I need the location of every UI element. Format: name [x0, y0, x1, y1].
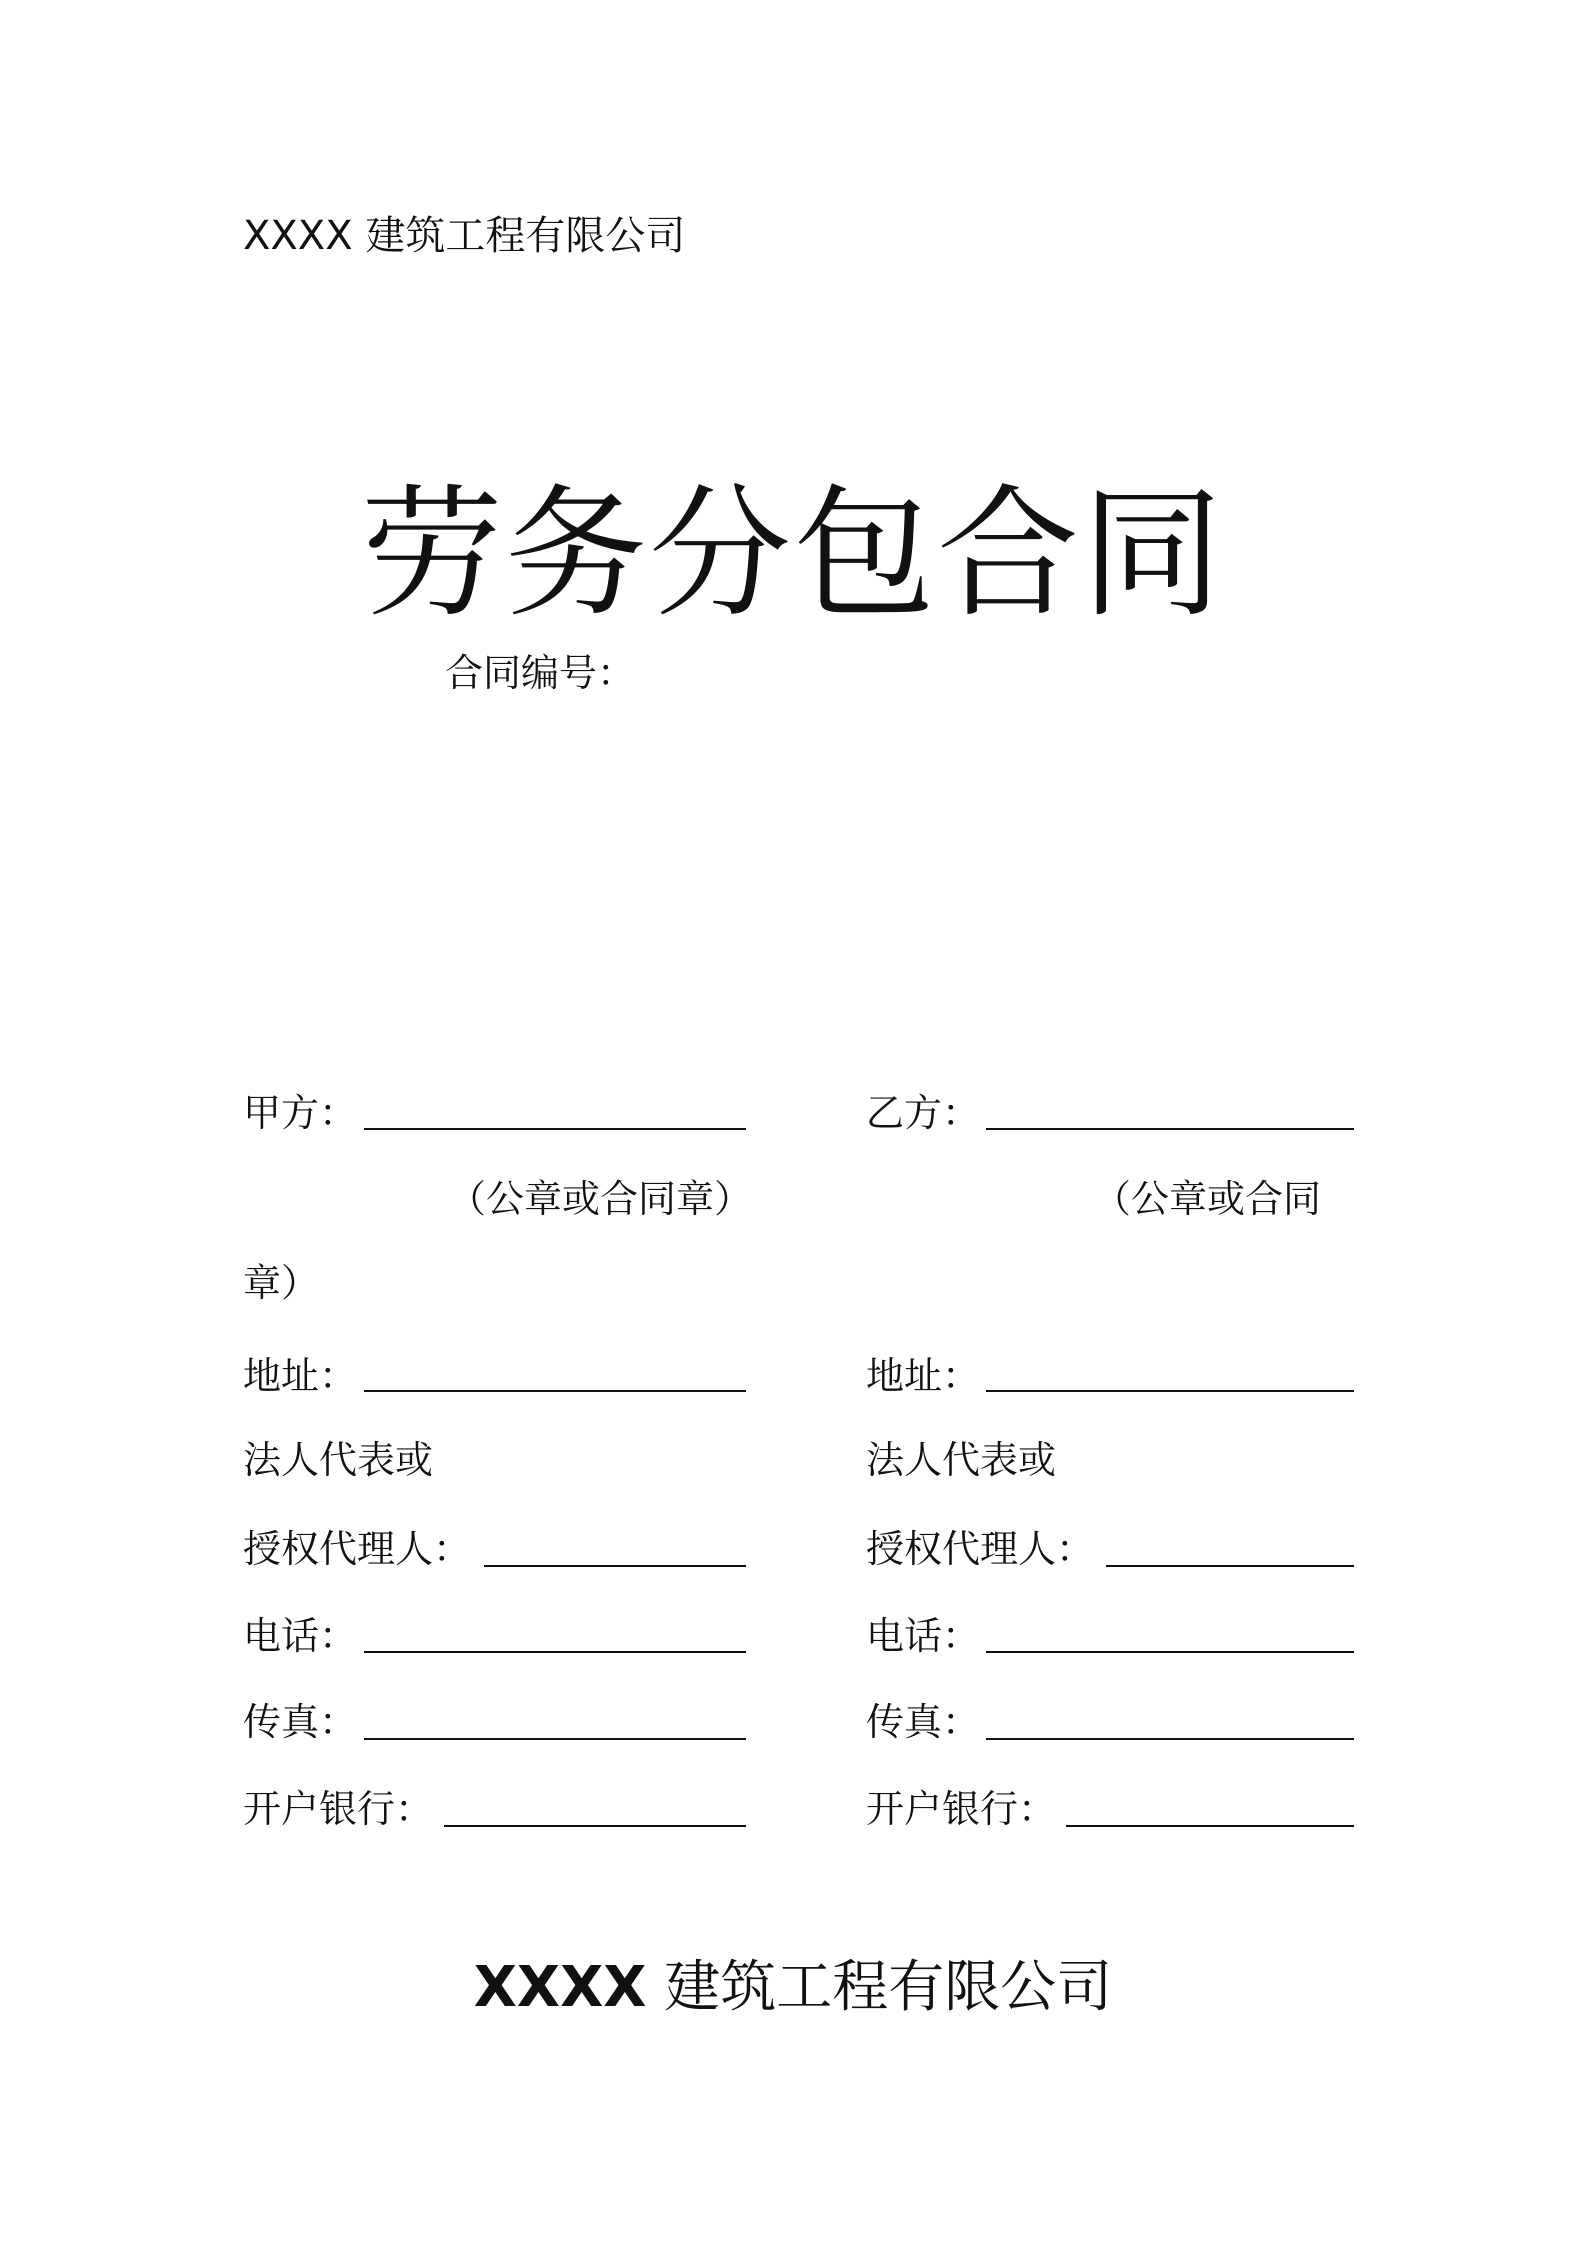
- party-b-label: 乙方：: [866, 1091, 981, 1135]
- party-a-bank-field[interactable]: [444, 1825, 746, 1827]
- party-b-name-field[interactable]: [986, 1128, 1354, 1130]
- party-a-label: 甲方：: [243, 1091, 358, 1135]
- party-a-phone-label: 电话：: [243, 1614, 358, 1658]
- party-a-agent-label: 授权代理人：: [243, 1527, 472, 1571]
- party-a-address-field[interactable]: [364, 1390, 746, 1392]
- document-title: 劳务分包合同: [361, 472, 1225, 637]
- footer-company-name: [0, 1948, 1586, 2028]
- party-a-bank-label: 开户银行：: [243, 1787, 434, 1831]
- party-b-agent-label: 授权代理人：: [866, 1527, 1095, 1571]
- party-a-fax-field[interactable]: [364, 1738, 746, 1740]
- party-b-phone-label: 电话：: [866, 1614, 981, 1658]
- party-b-seal-note: （公章或合同: [1093, 1177, 1322, 1221]
- party-b-bank-field[interactable]: [1066, 1825, 1354, 1827]
- party-a-phone-field[interactable]: [364, 1651, 746, 1653]
- party-a-fax-label: 传真：: [243, 1700, 358, 1744]
- party-b-phone-field[interactable]: [986, 1651, 1354, 1653]
- party-b-seal-note-wrap: 章）: [243, 1261, 320, 1305]
- contract-number-label: 合同编号：: [445, 651, 636, 695]
- party-a-seal-note: （公章或合同章）: [448, 1177, 753, 1221]
- party-b-agent-field[interactable]: [1106, 1565, 1354, 1567]
- footer-company-cjk: 建筑工程有限公司: [646, 1955, 1113, 2020]
- header-company-name: XXXX 建筑工程有限公司: [243, 213, 686, 259]
- party-b-fax-field[interactable]: [986, 1738, 1354, 1740]
- footer-company-latin: XXXX: [473, 1955, 647, 2020]
- party-b-address-label: 地址：: [866, 1354, 981, 1398]
- party-b-legal-rep-label: 法人代表或: [866, 1438, 1057, 1482]
- party-a-name-field[interactable]: [364, 1128, 746, 1130]
- party-a-agent-field[interactable]: [484, 1565, 746, 1567]
- party-b-fax-label: 传真：: [866, 1700, 981, 1744]
- party-a-legal-rep-label: 法人代表或: [243, 1438, 434, 1482]
- party-a-address-label: 地址：: [243, 1354, 358, 1398]
- party-b-address-field[interactable]: [986, 1390, 1354, 1392]
- party-b-bank-label: 开户银行：: [866, 1787, 1057, 1831]
